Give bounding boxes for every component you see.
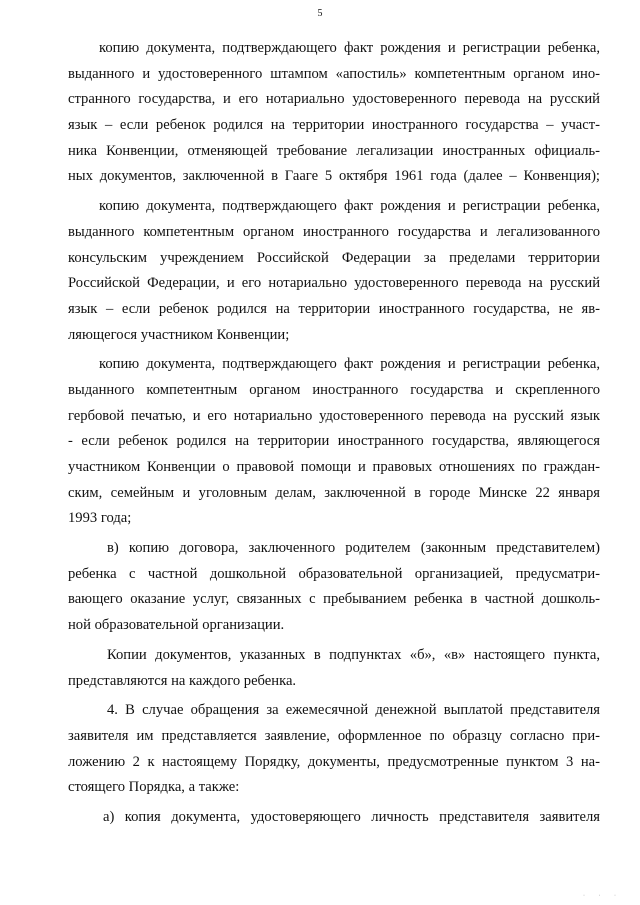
text-line: а) копия документа, удостоверяющего личность представителя заявителя [103, 808, 600, 825]
text-line: участником Конвенции о правовой помощи и правовых отношениях по граждан- [68, 459, 600, 475]
text-line: Российской Федерации, и его нотариально удостоверенного перевода на русский [68, 275, 600, 292]
text-line: копию документа, подтверждающего факт рождения и регистрации ребенка, [99, 198, 600, 215]
text-line: язык – если ребенок родился на территории иностранного государства, не яв- [68, 300, 600, 317]
text-line: ложению 2 к настоящему Порядку, документы, предусмотренные пунктом 3 на- [68, 753, 600, 770]
paragraph-legalized [68, 194, 600, 348]
text-line: язык – если ребенок родился на территории иностранного государства – участ- [68, 117, 600, 134]
text-line: ной образовательной организации. [68, 617, 285, 634]
paragraph-copies [68, 643, 600, 694]
text-line: 1993 года; [68, 510, 132, 527]
text-line: в) копию договора, заключенного родителем (законным представителем) [107, 540, 600, 557]
text-line: заявителя им представляется заявление, оформленное по образцу согласно при- [68, 727, 600, 744]
text-line: стоящего Порядка, а также: [68, 779, 240, 796]
text-line: выданного компетентным органом иностранного государства и скрепленного [68, 381, 600, 398]
text-line: Копии документов, указанных в подпунктах «б», «в» настоящего пункта, [107, 646, 600, 663]
paragraph-apostille [68, 36, 600, 190]
text-line: 4. В случае обращения за ежемесячной денежной выплатой представителя [107, 702, 600, 719]
paragraph-contract [68, 536, 600, 639]
text-line: ника Конвенции, отменяющей требование легализации иностранных официаль- [68, 142, 600, 159]
text-line: ским, семейным и уголовным делам, заключенной в городе Минске 22 января [68, 484, 600, 501]
text-line: выданного и удостоверенного штампом «апостиль» компетентным органом ино- [68, 65, 600, 82]
text-line: ребенка с частной дошкольной образовательной организацией, предусматри- [68, 565, 600, 582]
text-line: выданного компетентным органом иностранного государства и легализованного [68, 223, 600, 240]
page-number: 5 [317, 8, 323, 19]
text-line: копию документа, подтверждающего факт рождения и регистрации ребенка, [99, 40, 600, 56]
document-body [68, 36, 600, 831]
text-line: - если ребенок родился на территории иностранного государства, являющегося [68, 433, 600, 450]
paragraph-item-4 [68, 698, 600, 801]
paragraph-item-4a [68, 805, 600, 831]
text-line: ляющегося участником Конвенции; [68, 326, 290, 343]
text-line: копию документа, подтверждающего факт рождения и регистрации ребенка, [99, 356, 600, 373]
text-line: консульским учреждением Российской Федерации за пределами территории [68, 249, 600, 266]
text-line: ных документов, заключенной в Гааге 5 октября 1961 года (далее – Конвенция); [68, 168, 600, 185]
scan-artifact: · · · [583, 893, 622, 899]
text-line: вающего оказание услуг, связанных с пребыванием ребенка в частной дошколь- [68, 591, 600, 608]
text-line: представляются на каждого ребенка. [68, 672, 297, 689]
text-line: гербовой печатью, и его нотариально удостоверенного перевода на русский язык [68, 407, 600, 424]
paragraph-minsk [68, 352, 600, 532]
text-line: странного государства, и его нотариально удостоверенного перевода на русский [68, 91, 600, 108]
